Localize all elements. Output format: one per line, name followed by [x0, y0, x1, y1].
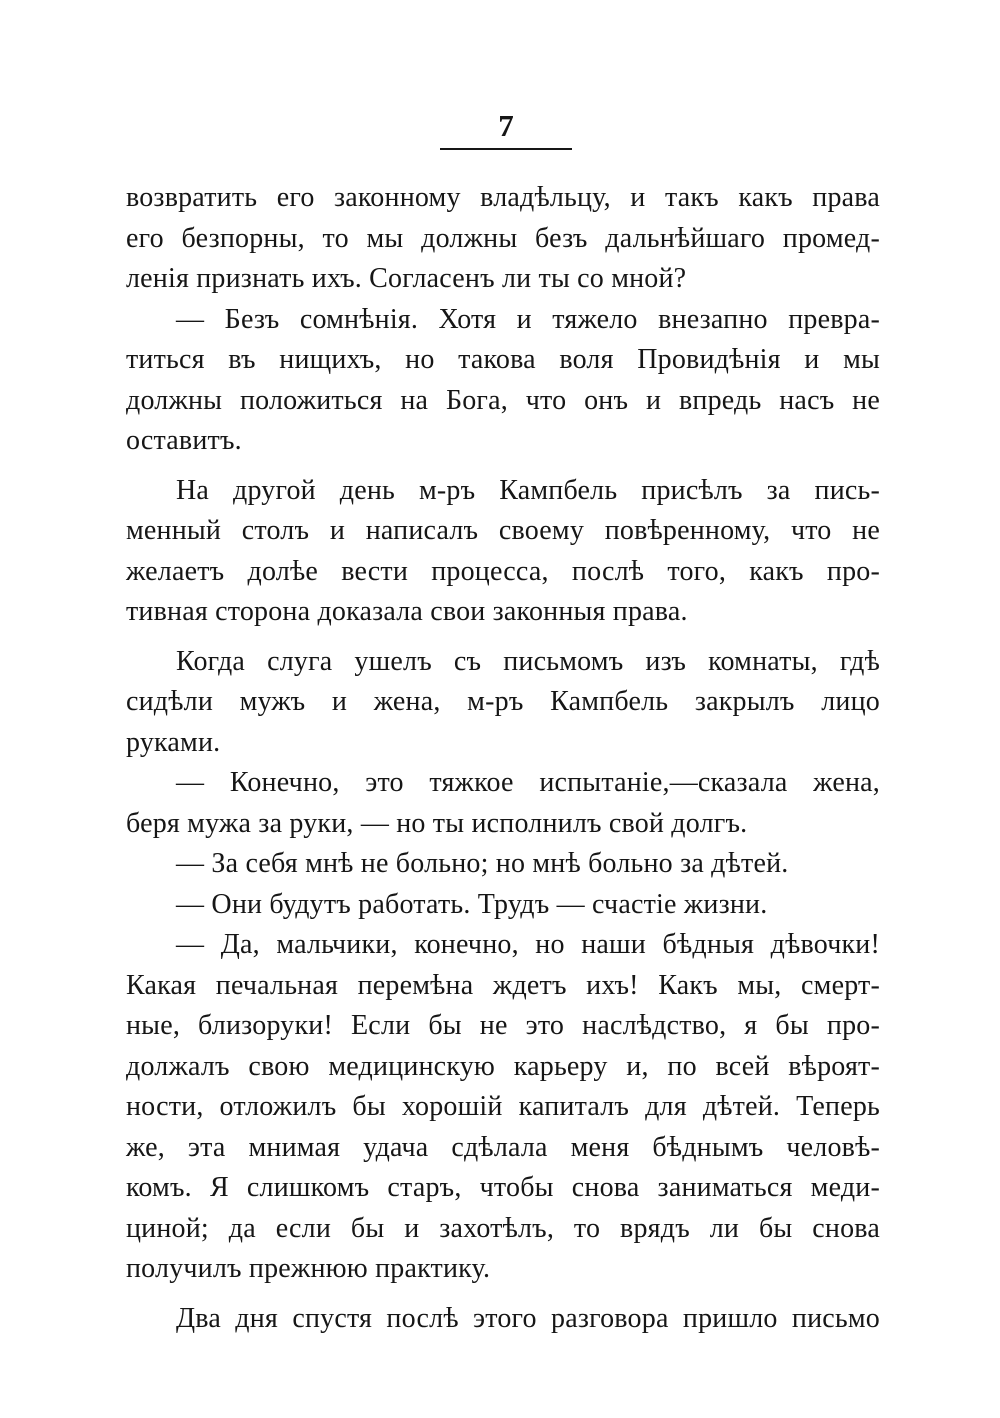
- text-line: руками.: [126, 726, 221, 758]
- text-line: же, эта мнимая удача сдѣлала меня бѣднымъ человѣ-: [126, 1131, 880, 1163]
- text-line: желаетъ долѣе вести процесса, послѣ того, какъ про-: [126, 555, 880, 587]
- text-line: — Конечно, это тяжкое испытаніе,—сказала жена,: [176, 767, 880, 798]
- text-line: комъ. Я слишкомъ старъ, чтобы снова заниматься меди-: [126, 1172, 880, 1203]
- text-line: — Они будутъ работать. Трудъ — счастіе жизни.: [176, 888, 768, 920]
- text-line: возвратить его законному владѣльцу, и такъ какъ права: [126, 182, 880, 213]
- text-line: — За себя мнѣ не больно; но мнѣ больно за дѣтей.: [176, 848, 789, 879]
- text-line: должны положиться на Бога, что онъ и впредь насъ не: [126, 384, 880, 416]
- text-line: циной; да если бы и захотѣлъ, то врядъ ли бы снова: [126, 1212, 880, 1244]
- header-rule: [440, 148, 572, 150]
- text-line: титься въ нищихъ, но такова воля Провидѣнія и мы: [126, 344, 880, 375]
- text-line: Какая печальная перемѣна ждетъ ихъ! Какъ мы, смерт-: [126, 969, 880, 1001]
- text-line: ные, близоруки! Если бы не это наслѣдство, я бы про-: [126, 1010, 880, 1041]
- text-line: Два дня спустя послѣ этого разговора пришло письмо: [176, 1302, 880, 1334]
- text-line: — Безъ сомнѣнія. Хотя и тяжело внезапно превра-: [176, 303, 880, 335]
- text-line: — Да, мальчики, конечно, но наши бѣдныя дѣвочки!: [176, 929, 880, 960]
- text-line: Когда слуга ушелъ съ письмомъ изъ комнаты, гдѣ: [176, 645, 880, 677]
- text-line: ленія признать ихъ. Согласенъ ли ты со мной?: [126, 263, 687, 294]
- text-line: должалъ свою медицинскую карьеру и, по всей вѣроят-: [126, 1050, 880, 1082]
- text-line: ности, отложилъ бы хорошій капиталъ для дѣтей. Теперь: [126, 1091, 880, 1122]
- text-line: беря мужа за руки, — но ты исполнилъ свой долгъ.: [126, 807, 748, 839]
- text-line: оставитъ.: [126, 425, 242, 456]
- text-line: его безпорны, то мы должны безъ дальнѣйшаго промед-: [126, 222, 880, 254]
- text-line: На другой день м-ръ Кампбель присѣлъ за пись-: [176, 474, 880, 506]
- text-line: сидѣли мужъ и жена, м-ръ Кампбель закрылъ лицо: [126, 686, 880, 717]
- text-line: получилъ прежнюю практику.: [126, 1253, 491, 1284]
- page-number: 7: [498, 108, 514, 143]
- text-line: менный столъ и написалъ своему повѣренному, что не: [126, 515, 880, 546]
- body-text: [126, 178, 880, 1339]
- text-line: тивная сторона доказала свои законныя права.: [126, 596, 688, 627]
